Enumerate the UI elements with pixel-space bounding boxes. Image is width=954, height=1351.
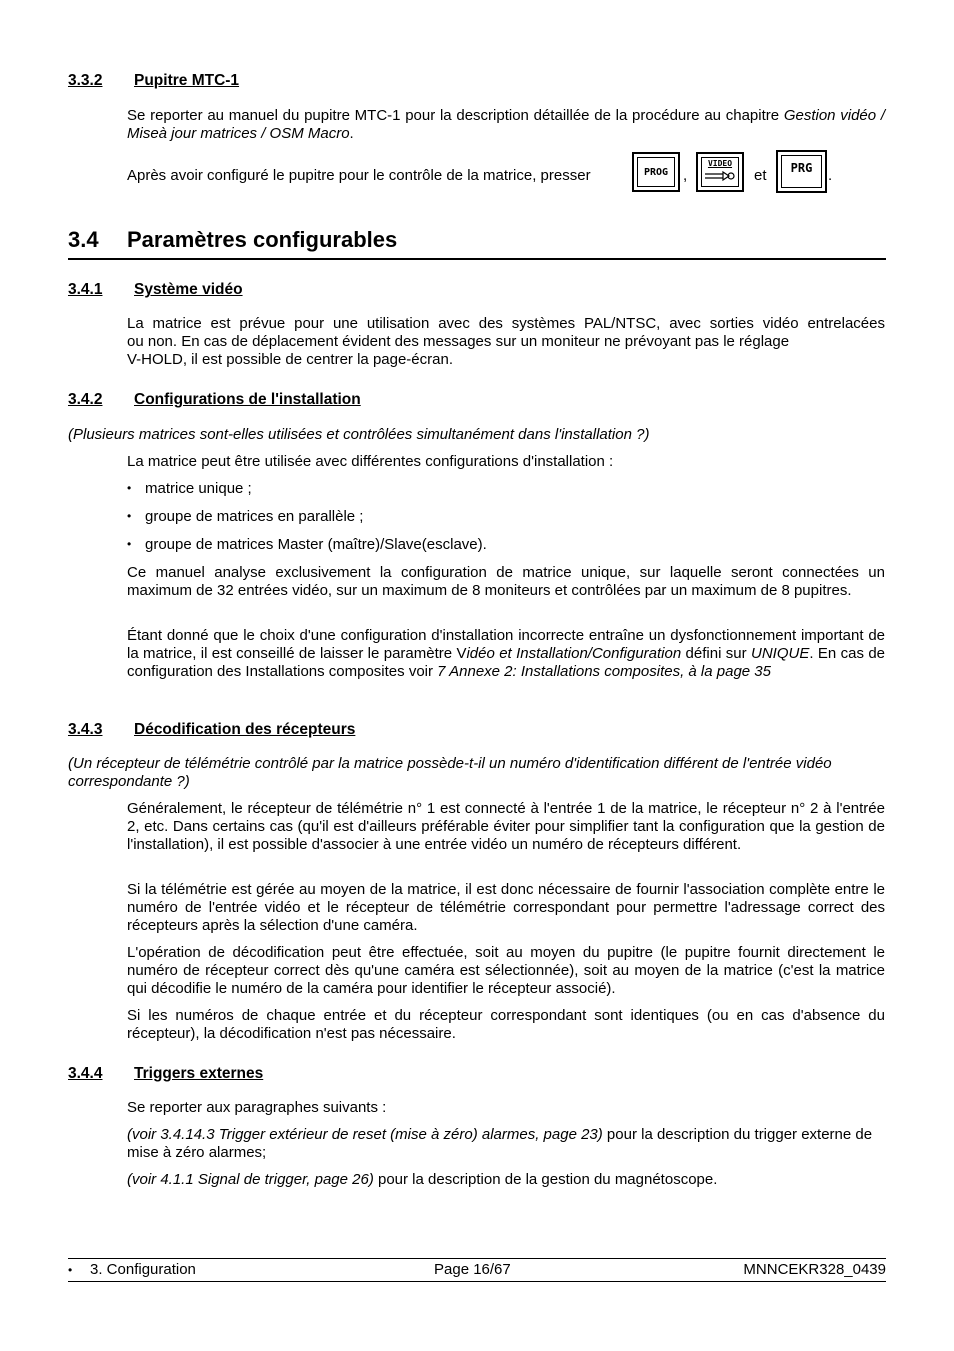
section-number: 3.4.2 bbox=[68, 391, 103, 408]
page-footer bbox=[68, 1258, 886, 1282]
section-title: Triggers externes bbox=[134, 1065, 264, 1082]
wrench-icon bbox=[703, 168, 737, 184]
question: (Plusieurs matrices sont-elles utilisées et contrôlées simultanément dans l'installation ?) bbox=[68, 426, 650, 443]
key-label: PROG bbox=[637, 157, 675, 187]
footer-chapter: 3. Configuration bbox=[90, 1261, 196, 1278]
list-item bbox=[127, 508, 363, 525]
chapter-reference: Gestion vidéo / Miseà jour matrices / OSM Macro bbox=[127, 107, 886, 142]
section-number: 3.4.4 bbox=[68, 1065, 103, 1082]
section-title: Décodification des récepteurs bbox=[134, 721, 356, 738]
list-item-text: groupe de matrices en parallèle ; bbox=[145, 508, 364, 525]
chapter-heading-3-4 bbox=[68, 227, 886, 260]
paragraph: Se reporter aux paragraphes suivants : bbox=[127, 1099, 387, 1116]
paragraph-text: pour la description du trigger externe de mise à zéro alarmes; bbox=[127, 1126, 873, 1161]
paragraph bbox=[127, 1126, 885, 1162]
paragraph-text: Se reporter au manuel du pupitre MTC-1 pour la description détaillée de la procédure au chapitre bbox=[127, 107, 784, 124]
cross-reference: (voir 3.4.14.3 Trigger extérieur de reset (mise à zéro) alarmes, page 23) bbox=[127, 1126, 603, 1143]
section-heading-3-4-4 bbox=[68, 1065, 263, 1083]
paragraph-text: défini sur bbox=[681, 645, 751, 662]
section-number: 3.4 bbox=[68, 227, 99, 252]
list-item-text: groupe de matrices Master (maître)/Slave(esclave). bbox=[145, 536, 487, 553]
section-heading-3-4-1 bbox=[68, 281, 243, 299]
video-key-icon bbox=[696, 152, 744, 192]
key-label: VIDEO bbox=[707, 159, 733, 168]
question: (Un récepteur de télémétrie contrôlé par la matrice possède-t-il un numéro d'identification différent de l'entrée vidéo correspondante ?) bbox=[68, 755, 832, 790]
paragraph: Si la télémétrie est gérée au moyen de la matrice, il est donc nécessaire de fournir l'association complète entre le numéro de l'entrée vidéo et le récepteur de télémétrie correspondant pour permettre l'adressage correct des récepteurs après la sélection d'une caméra. bbox=[127, 881, 885, 934]
footer-bullet: • bbox=[68, 1263, 73, 1277]
key-instruction-text: Après avoir configuré le pupitre pour le contrôle de la matrice, presser bbox=[127, 167, 591, 184]
bullet: • bbox=[127, 537, 132, 551]
paragraph bbox=[127, 1171, 885, 1189]
section-number: 3.4.3 bbox=[68, 721, 103, 738]
section-number: 3.3.2 bbox=[68, 72, 103, 89]
list-item bbox=[127, 480, 252, 497]
cross-reference: 7 Annexe 2: Installations composites, à la page 35 bbox=[437, 663, 771, 680]
paragraph-end: . bbox=[349, 125, 354, 142]
paragraph-text: Étant donné que le choix d'une configuration d'installation incorrecte entraîne un dysfonctionnement important de la matrice, il est conseillé de laisser le paramètre V bbox=[127, 627, 885, 662]
paragraph: Ce manuel analyse exclusivement la configuration de matrice unique, sur laquelle seront connectées un maximum de 32 entrées vidéo, sur un maximum de 8 moniteurs et contrôlées par un maximum de 8 pupitres. bbox=[127, 564, 885, 599]
section-heading-3-4-2 bbox=[68, 391, 361, 409]
prg-key-icon bbox=[776, 150, 827, 193]
section-heading-3-4-3 bbox=[68, 721, 355, 739]
paragraph bbox=[127, 627, 885, 681]
separator-et: et bbox=[754, 167, 767, 184]
paragraph: Généralement, le récepteur de télémétrie n° 1 est connecté à l'entrée 1 de la matrice, le récepteur n° 2 à l'entrée 2, etc. Dans certains cas (qu'il est d'ailleurs préférable éviter pour simplifier tant la configuration que la gestion de l'installation), il est possible d'associer à une entrée vidéo un numéro de récepteurs différent. bbox=[127, 800, 885, 853]
paragraph-text: pour la description de la gestion du magnétoscope. bbox=[373, 1171, 718, 1188]
key-label: PRG bbox=[781, 155, 822, 188]
bullet: • bbox=[127, 509, 132, 523]
section-number: 3.4.1 bbox=[68, 281, 103, 298]
separator-comma: , bbox=[683, 167, 688, 184]
paragraph: Si les numéros de chaque entrée et du récepteur correspondant sont identiques (ou en cas d'absence du récepteur), la décodification n'est pas nécessaire. bbox=[127, 1007, 885, 1042]
paragraph-line: La matrice est prévue pour une utilisation avec des systèmes PAL/NTSC, avec sorties vidéo entrelacées bbox=[127, 315, 885, 332]
cross-reference: (voir 4.1.1 Signal de trigger, page 26) bbox=[127, 1171, 374, 1188]
section-heading-3-3-2 bbox=[68, 72, 239, 90]
bullet: • bbox=[127, 481, 132, 495]
footer-page-number: Page 16/67 bbox=[434, 1261, 511, 1278]
list-item-text: matrice unique ; bbox=[145, 480, 252, 497]
prog-key-icon bbox=[632, 152, 680, 192]
section-title: Pupitre MTC-1 bbox=[134, 72, 240, 89]
section-title: Système vidéo bbox=[134, 281, 243, 298]
paragraph-line: V-HOLD, il est possible de centrer la page-écran. bbox=[127, 351, 453, 368]
parameter-reference: idéo et Installation/Configuration bbox=[466, 645, 682, 662]
parameter-value: UNIQUE bbox=[751, 645, 810, 662]
paragraph-line: ou non. En cas de déplacement évident des messages sur un moniteur ne prévoyant pas le réglage bbox=[127, 333, 790, 350]
sentence-end: . bbox=[828, 167, 833, 184]
section-title: Paramètres configurables bbox=[127, 227, 398, 252]
footer-document-code: MNNCEKR328_0439 bbox=[743, 1261, 886, 1278]
paragraph: L'opération de décodification peut être effectuée, soit au moyen du pupitre (le pupitre fournit directement le numéro de récepteur correct dès qu'une caméra est sélectionnée), soit au moyen de la matrice (c'est la matrice qui décodifie le numéro de la caméra pour identifier le récepteur associé). bbox=[127, 944, 885, 997]
paragraph bbox=[127, 315, 885, 369]
section-title: Configurations de l'installation bbox=[134, 391, 361, 408]
paragraph bbox=[127, 107, 885, 143]
paragraph: La matrice peut être utilisée avec différentes configurations d'installation : bbox=[127, 453, 614, 470]
list-item bbox=[127, 536, 487, 553]
paragraph-text: . En cas de configuration des Installations composites voir bbox=[127, 645, 885, 680]
key-face bbox=[701, 157, 739, 187]
